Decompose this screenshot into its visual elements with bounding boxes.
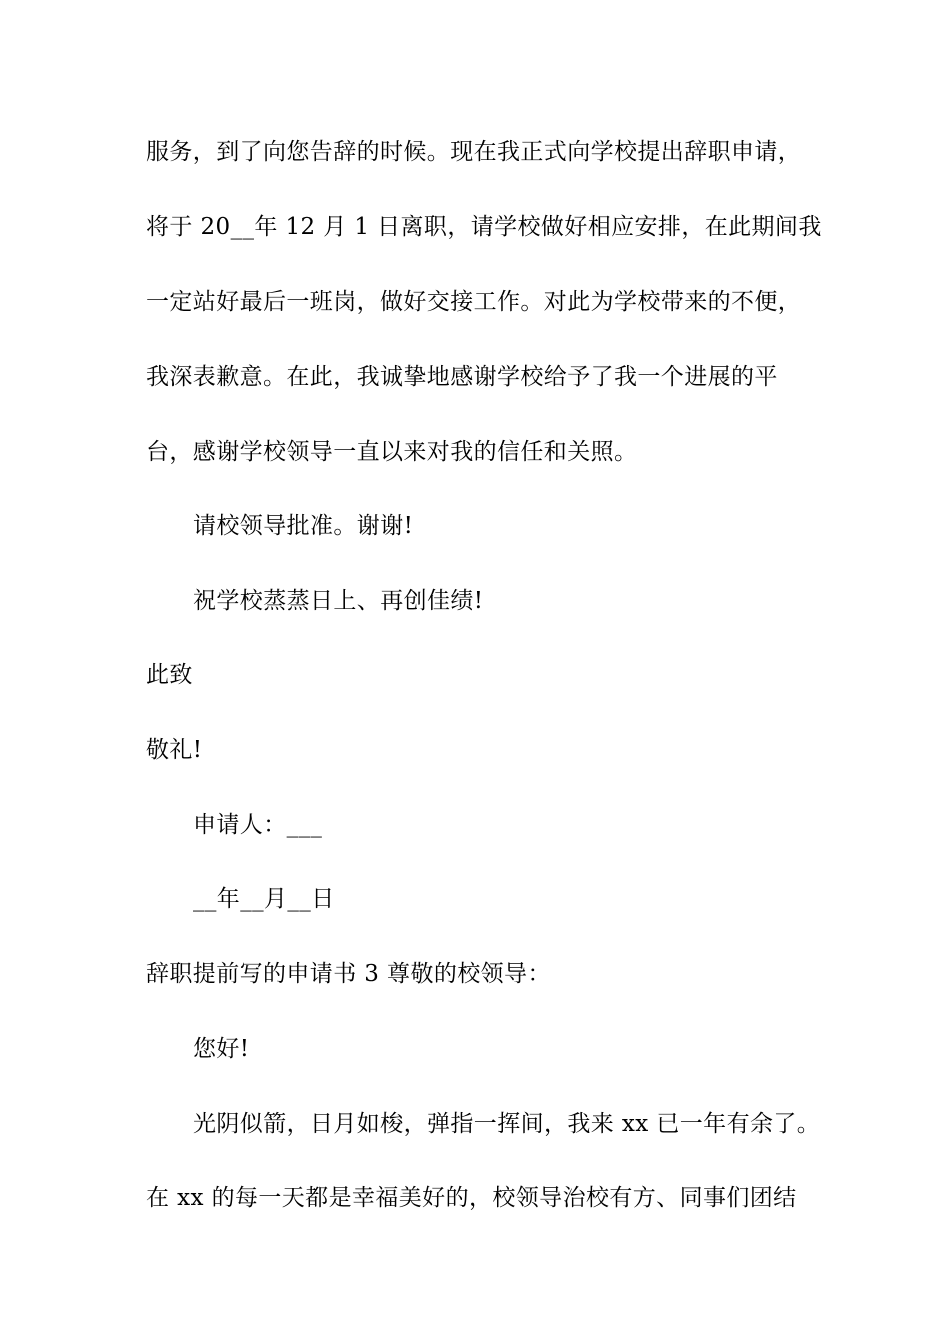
body-line-5: 台，感谢学校领导一直以来对我的信任和关照。 <box>146 439 638 465</box>
body-line-7: 在 xx 的每一天都是幸福美好的，校领导治校有方、同事们团结 <box>146 1185 797 1211</box>
salutation-cizhi: 此致 <box>146 662 193 688</box>
section-heading: 辞职提前写的申请书 3 尊敬的校领导： <box>146 961 551 987</box>
body-line-4: 我深表歉意。在此，我诚挚地感谢学校给予了我一个进展的平 <box>146 364 778 390</box>
salutation-jingli: 敬礼! <box>146 737 203 763</box>
greeting: 您好! <box>193 1036 250 1062</box>
approval-request: 请校领导批准。谢谢! <box>193 513 414 539</box>
date-line: __年__月__日 <box>193 886 335 912</box>
body-line-1: 服务，到了向您告辞的时候。现在我正式向学校提出辞职申请， <box>146 139 802 165</box>
body-line-6: 光阴似箭，日月如梭，弹指一挥间，我来 xx 已一年有余了。 <box>193 1111 821 1137</box>
applicant-signature: 申请人：___ <box>193 812 323 838</box>
body-line-3: 一定站好最后一班岗，做好交接工作。对此为学校带来的不便， <box>146 289 802 315</box>
body-line-2: 将于 20__年 12 月 1 日离职，请学校做好相应安排，在此期间我 <box>146 214 822 240</box>
closing-wish: 祝学校蒸蒸日上、再创佳绩! <box>193 588 484 614</box>
